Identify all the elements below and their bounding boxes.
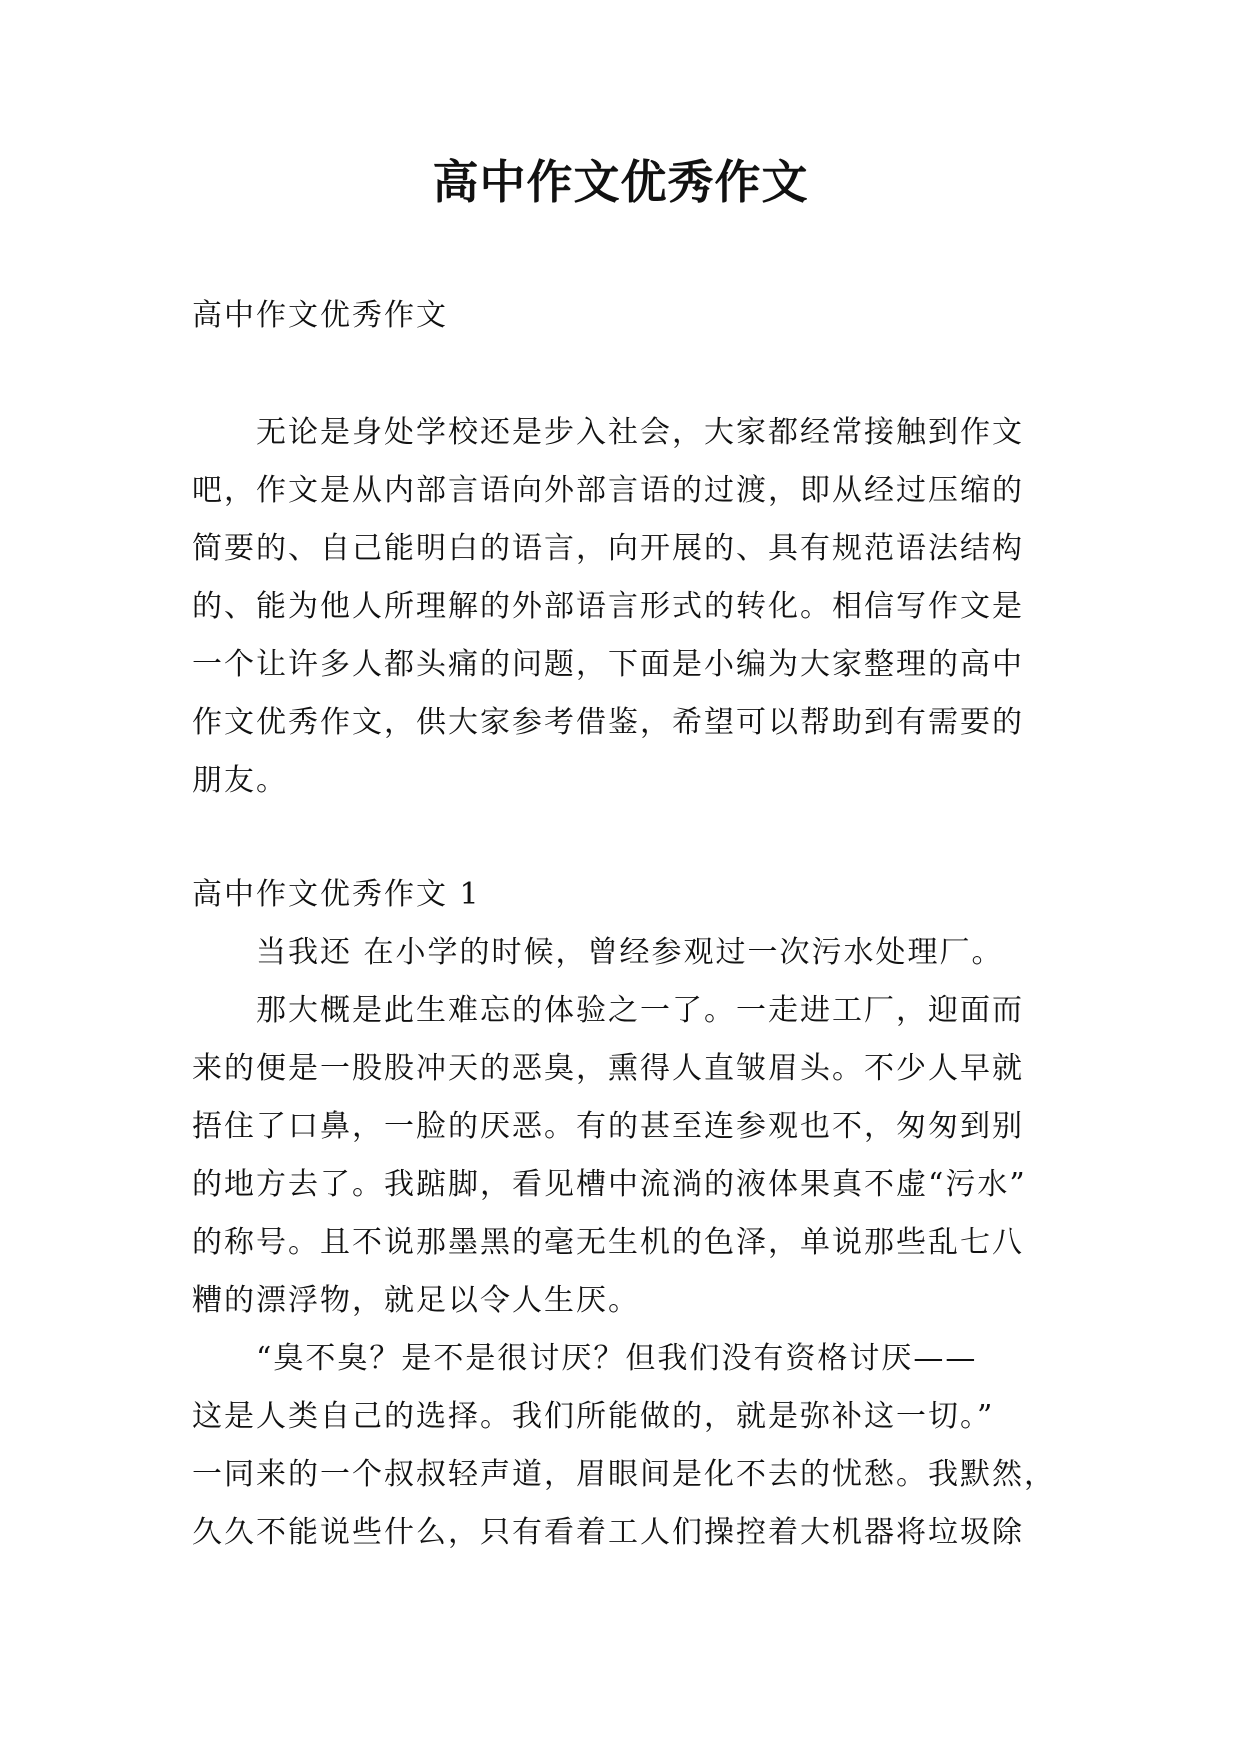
document-subtitle: 高中作文优秀作文 xyxy=(192,298,448,333)
essay-text: 当我还 在小学的时候，曾经参观过一次污水处理厂。 那大概是此生难忘的体验之一了。一走进工厂，迎面而 来的便是一股股冲天的恶臭，熏得人直皱眉头。不少人早就 捂住了口鼻，一脸的厌恶。有的甚至连参观也不，匆匆到别 的地方去了。我踮脚，看见槽中流淌的液体果真不虚“污水” 的称号。且不说那墨黑的毫无生机的色泽，单说那些乱七八 糟的漂浮物，就足以令人生厌。 “臭不臭？是不是很讨厌？但我们没有资格讨厌—— 这是人类自己的选择。我们所能做的，就是弥补这一切。” 一同来的一个叔叔轻声道，眉眼间是化不去的忧愁。我默然， 久久不能说些什么，只有看着工人们操控着大机器将垃圾除 xyxy=(192,935,1056,1550)
document-title: 高中作文优秀作文 xyxy=(432,155,809,209)
intro-paragraph: 无论是身处学校还是步入社会，大家都经常接触到作文 吧，作文是从内部言语向外部言语的过渡，即从经过压缩的 简要的、自己能明白的语言，向开展的、具有规范语法结构 的、能为他人所理解的外部语言形式的转化。相信写作文是 一个让许多人都头痛的问题，下面是小编为大家整理的高中 作文优秀作文，供大家参考借鉴，希望可以帮助到有需要的 朋友。 xyxy=(192,415,1024,798)
section-heading: 高中作文优秀作文 1 xyxy=(192,877,481,912)
